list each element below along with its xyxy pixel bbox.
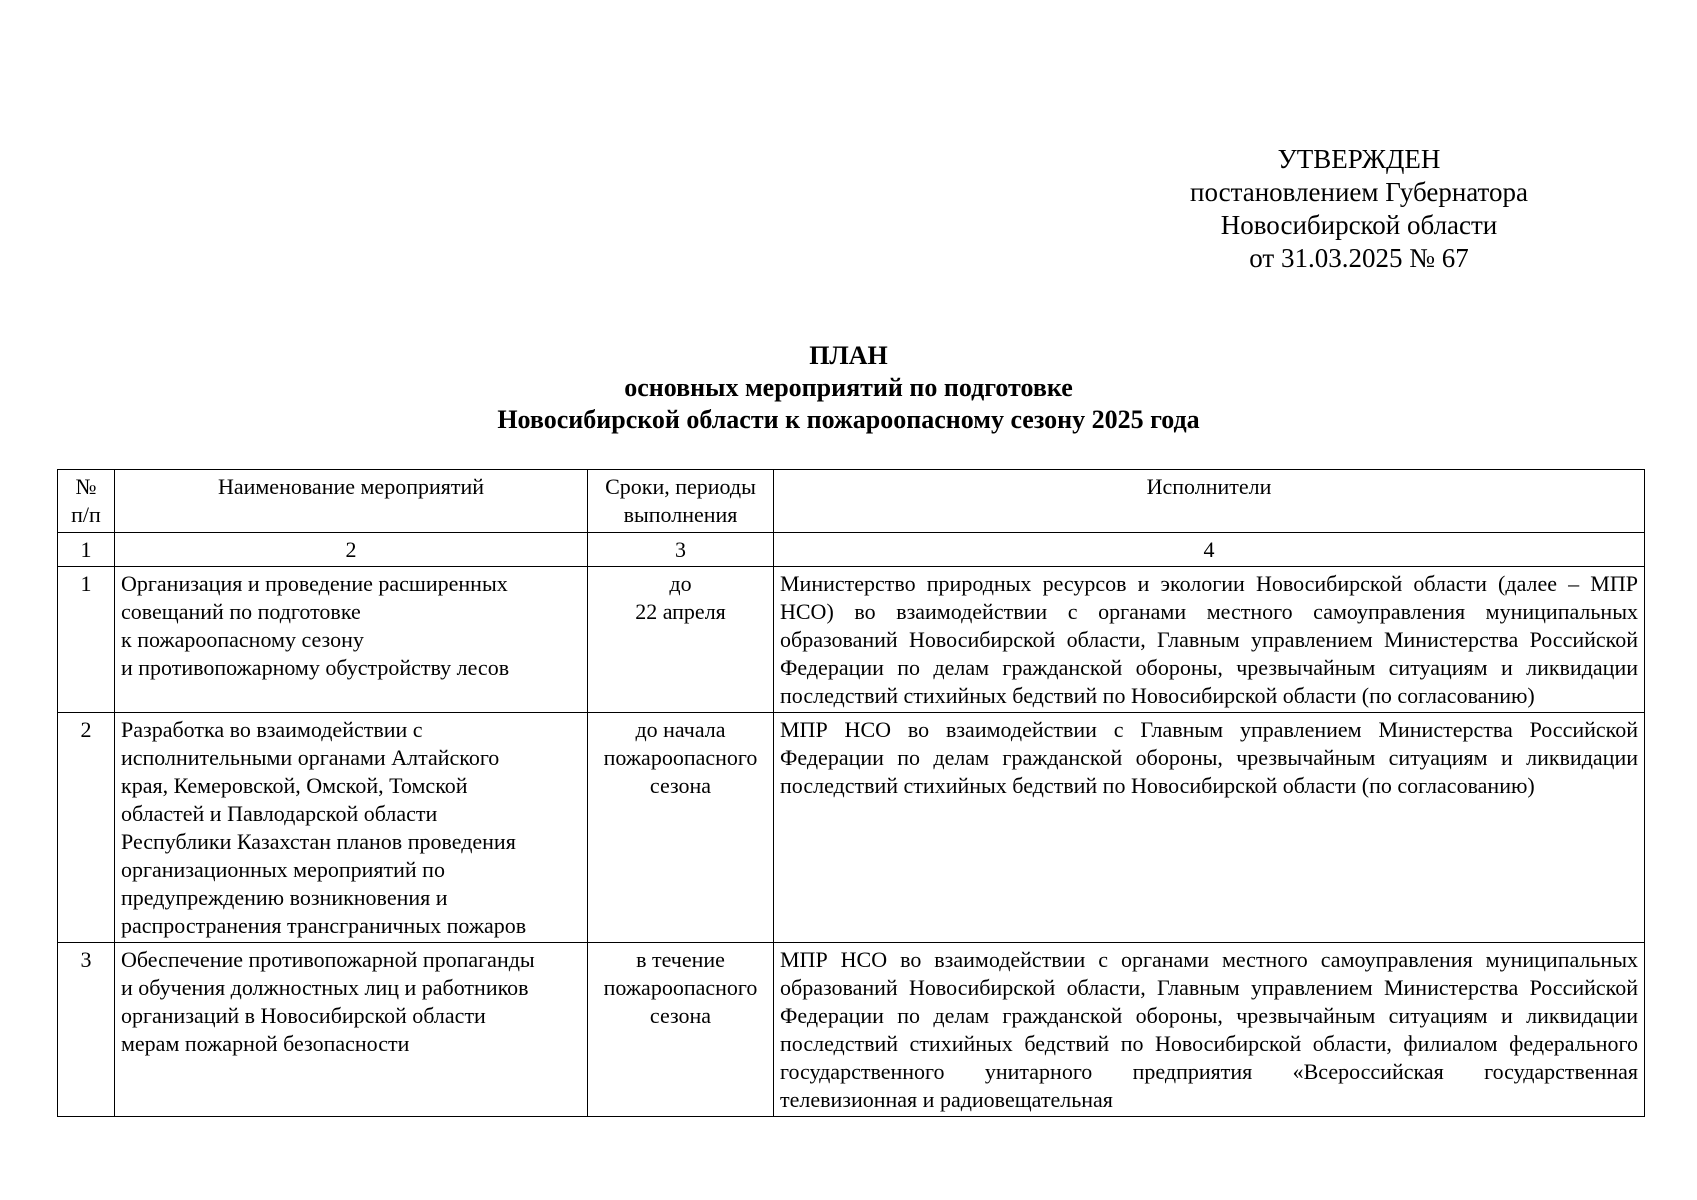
header-name: Наименование мероприятий [115, 470, 588, 533]
row-name-line: края, Кемеровской, Омской, Томской [121, 773, 468, 798]
row-name-line: к пожароопасному сезону [121, 627, 364, 652]
header-num-line: № [75, 474, 97, 499]
approval-line: от 31.03.2025 № 67 [1249, 243, 1469, 273]
approval-stamp [1130, 143, 1588, 275]
row-name-line: Разработка во взаимодействии с [121, 717, 423, 742]
title-line: основных мероприятий по подготовке [624, 373, 1073, 402]
table-header-row [58, 470, 1645, 533]
row-name-line: и противопожарному обустройству лесов [121, 655, 510, 680]
approval-line: Новосибирской области [1220, 210, 1498, 240]
column-number: 3 [588, 533, 774, 567]
row-name-line: организационных мероприятий по [121, 857, 445, 882]
column-number: 2 [115, 533, 588, 567]
row-name-line: Обеспечение противопожарной пропаганды [121, 947, 535, 972]
row-deadline-line: пожароопасного [603, 745, 758, 770]
approval-line: УТВЕРЖДЕН [1277, 144, 1441, 174]
row-executors: МПР НСО во взаимодействии с органами местного самоуправления муниципальных образований Новосибирской области, Главным управлением Министерства Российской Федерации по делам гражданской обороны, чрезвычайным ситуациям и ликвидации последствий стихийных бедствий по Новосибирской области, филиалом федерального государственного унитарного предприятия «Всероссийская государственная телевизионная и радиовещательная [774, 943, 1645, 1117]
column-number-row [58, 533, 1645, 567]
row-name-line: исполнительными органами Алтайского [121, 745, 500, 770]
table-row [58, 943, 1645, 1117]
row-deadline [588, 567, 774, 713]
table-row [58, 713, 1645, 943]
row-name-line: организаций в Новосибирской области [121, 1003, 486, 1028]
row-name-line: предупреждению возникновения и [121, 885, 448, 910]
header-deadline-line: Сроки, периоды [605, 474, 756, 499]
row-executors: МПР НСО во взаимодействии с Главным управлением Министерства Российской Федерации по делам гражданской обороны, чрезвычайным ситуациям и ликвидации последствий стихийных бедствий по Новосибирской области (по согласованию) [774, 713, 1645, 943]
row-deadline-line: до начала [635, 717, 726, 742]
row-num: 2 [58, 713, 115, 943]
header-executors: Исполнители [774, 470, 1645, 533]
approval-line: постановлением Губернатора [1190, 177, 1528, 207]
row-executors: Министерство природных ресурсов и экологии Новосибирской области (далее – МПР НСО) во взаимодействии с органами местного самоуправления муниципальных образований Новосибирской области, Главным управлением Министерства Российской Федерации по делам гражданской обороны, чрезвычайным ситуациям и ликвидации последствий стихийных бедствий по Новосибирской области (по согласованию) [774, 567, 1645, 713]
plan-table [57, 469, 1645, 1117]
header-num [58, 470, 115, 533]
row-name-line: распространения трансграничных пожаров [121, 913, 527, 938]
row-name-line: мерам пожарной безопасности [121, 1031, 410, 1056]
row-deadline-line: 22 апреля [635, 599, 726, 624]
row-deadline-line: пожароопасного [603, 975, 758, 1000]
title-line: Новосибирской области к пожароопасному сезону 2025 года [497, 405, 1200, 434]
row-name-line: Республики Казахстан планов проведения [121, 829, 516, 854]
row-name [115, 713, 588, 943]
row-num: 3 [58, 943, 115, 1117]
header-num-line: п/п [71, 502, 101, 527]
document-title [0, 340, 1697, 436]
title-line: ПЛАН [809, 341, 888, 370]
row-deadline-line: в течение [636, 947, 725, 972]
row-deadline-line: сезона [649, 1003, 712, 1028]
header-deadline [588, 470, 774, 533]
column-number: 4 [774, 533, 1645, 567]
row-name [115, 567, 588, 713]
table-row [58, 567, 1645, 713]
column-number: 1 [58, 533, 115, 567]
row-num: 1 [58, 567, 115, 713]
row-deadline-line: сезона [649, 773, 712, 798]
row-name-line: Организация и проведение расширенных [121, 571, 508, 596]
row-name [115, 943, 588, 1117]
header-deadline-line: выполнения [623, 502, 738, 527]
row-name-line: областей и Павлодарской области [121, 801, 438, 826]
row-deadline [588, 943, 774, 1117]
row-deadline [588, 713, 774, 943]
row-name-line: совещаний по подготовке [121, 599, 361, 624]
row-deadline-line: до [669, 571, 692, 596]
row-name-line: и обучения должностных лиц и работников [121, 975, 529, 1000]
